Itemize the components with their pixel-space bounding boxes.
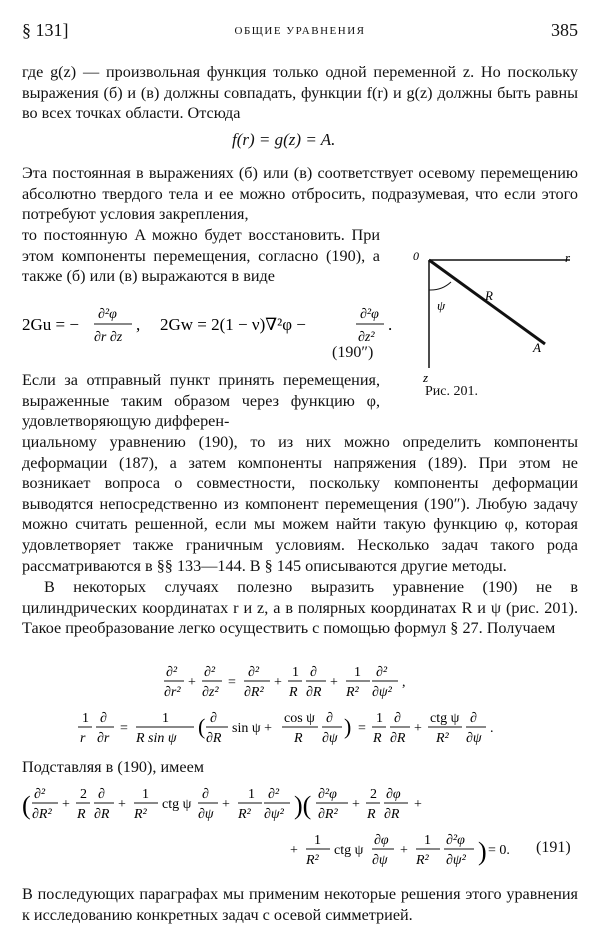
svg-text:∂ψ²: ∂ψ²: [446, 853, 466, 868]
svg-text:∂ψ: ∂ψ: [198, 807, 214, 822]
svg-text:R sin ψ: R sin ψ: [136, 731, 177, 746]
running-title: ОБЩИЕ УРАВНЕНИЯ: [234, 25, 366, 37]
svg-text:(: (: [198, 714, 206, 739]
eq191-number: (191): [536, 839, 571, 856]
svg-text:+: +: [274, 675, 282, 690]
svg-text:)(: )(: [294, 791, 312, 820]
svg-text:1: 1: [354, 665, 361, 680]
page-number: 385: [551, 20, 578, 40]
equation-f-g: f(r) = g(z) = A.: [232, 130, 336, 149]
svg-text:∂²φ: ∂²φ: [98, 307, 117, 322]
svg-text:∂²φ: ∂²φ: [360, 307, 379, 322]
svg-text:R²: R²: [306, 853, 319, 868]
section-ref: § 131]: [22, 20, 69, 40]
page-header: [22, 20, 578, 42]
svg-text:R: R: [77, 807, 86, 822]
angle-label: ψ: [437, 298, 446, 313]
svg-text:∂R: ∂R: [206, 731, 222, 746]
svg-text:cos ψ: cos ψ: [284, 711, 315, 726]
svg-text:∂ψ: ∂ψ: [466, 731, 482, 746]
svg-text:R²: R²: [238, 807, 251, 822]
equation-191: [22, 784, 578, 874]
svg-text:∂ψ²: ∂ψ²: [264, 807, 284, 822]
svg-text:1: 1: [82, 711, 89, 726]
svg-text:+: +: [188, 675, 196, 690]
svg-text:∂ψ: ∂ψ: [372, 853, 388, 868]
svg-text:∂z²: ∂z²: [358, 330, 375, 345]
svg-text:1: 1: [376, 711, 383, 726]
svg-text:∂²: ∂²: [204, 665, 216, 680]
z-axis-label: z: [423, 370, 429, 385]
svg-text:R²: R²: [346, 685, 359, 700]
svg-text:+: +: [414, 797, 422, 812]
svg-text:R: R: [294, 731, 303, 746]
svg-text:∂²φ: ∂²φ: [318, 787, 337, 802]
svg-text:∂: ∂: [326, 711, 333, 726]
point-label: A: [533, 340, 541, 355]
svg-text:1: 1: [292, 665, 299, 680]
svg-text:∂R: ∂R: [390, 731, 406, 746]
svg-text:∂ψ: ∂ψ: [322, 731, 338, 746]
equation-190-double-prime: [22, 300, 402, 350]
svg-text:∂: ∂: [202, 787, 209, 802]
svg-text:=: =: [358, 721, 366, 736]
svg-text:sin ψ +: sin ψ +: [232, 721, 272, 736]
svg-text:1: 1: [162, 711, 169, 726]
svg-text:∂: ∂: [310, 665, 317, 680]
svg-text:∂²: ∂²: [166, 665, 178, 680]
svg-text:,: ,: [136, 315, 141, 334]
svg-text:∂²φ: ∂²φ: [446, 833, 465, 848]
svg-text:∂r: ∂r: [97, 731, 110, 746]
svg-text:+: +: [352, 797, 360, 812]
svg-text:,: ,: [402, 675, 406, 690]
origin-label: 0: [413, 249, 419, 263]
svg-text:1: 1: [248, 787, 255, 802]
r-axis-label: r: [565, 250, 571, 265]
svg-text:∂²: ∂²: [268, 787, 280, 802]
svg-text:= 0.: = 0.: [488, 843, 510, 858]
svg-text:∂: ∂: [100, 711, 107, 726]
svg-text:∂z²: ∂z²: [202, 685, 219, 700]
paragraph-3: циальному уравнению (190), то из них можно определить компоненты деформации (187), а затем компоненты напряжения (189). При этом не возникает вопроса о совместности, поскольку компоненты деформации выводятся непосредственно из компонент перемещения (190″). Любую задачу можно считать решенной, если мы можем найти такую функцию φ, которая удовлетворяет также граничным условиям. Несколько задач такого рода рассматриваются в §§ 133—144. В § 145 описываются другие методы.: [22, 433, 578, 575]
svg-text:R²: R²: [416, 853, 429, 868]
paragraph-5: Подставляя в (190), имеем: [22, 758, 205, 776]
paragraph-1: где g(z) — произвольная функция только одной переменной z. Но поскольку выражения (б) и (в) должны совпадать, функции f(r) и g(z) должны быть равны во всех точках области. Отсюда: [22, 63, 578, 123]
svg-text:+: +: [62, 797, 70, 812]
svg-text:∂R²: ∂R²: [318, 807, 338, 822]
operator-transform-equations: [70, 662, 550, 746]
svg-text:∂R: ∂R: [384, 807, 400, 822]
figure-caption: Рис. 201.: [425, 384, 478, 399]
svg-text:(: (: [22, 791, 31, 820]
paragraph-2: Эта постоянная в выражениях (б) или (в) соответствует осевому перемещению абсолютно твердого тела и ее можно отбросить, подразумевая, что если этого потребуют условия закрепления,: [22, 164, 578, 224]
radius-label: R: [485, 288, 493, 303]
svg-text:ctg ψ: ctg ψ: [334, 843, 364, 858]
svg-text:1: 1: [314, 833, 321, 848]
figure-201: [405, 248, 585, 398]
paragraph-2-narrow: то постоянную A можно будет восстановить. При этом компоненты перемещения, согласно (190), а также (б) или (в) выражаются в виде: [22, 226, 380, 286]
svg-text:R²: R²: [436, 731, 449, 746]
svg-text:+: +: [414, 721, 422, 736]
svg-text:ctg ψ: ctg ψ: [162, 797, 192, 812]
svg-text:+: +: [222, 797, 230, 812]
svg-text:∂φ: ∂φ: [374, 833, 389, 848]
svg-text:R: R: [289, 685, 298, 700]
svg-text:ctg ψ: ctg ψ: [430, 711, 460, 726]
angle-arc: [429, 282, 451, 290]
eq190-left: 2Gu = −: [22, 315, 79, 334]
svg-text:R²: R²: [134, 807, 147, 822]
svg-text:∂: ∂: [98, 787, 105, 802]
svg-text:∂φ: ∂φ: [386, 787, 401, 802]
svg-text:.: .: [388, 315, 393, 334]
svg-text:=: =: [228, 675, 236, 690]
svg-text:): ): [478, 837, 487, 866]
svg-text:r: r: [80, 731, 86, 746]
svg-text:∂: ∂: [210, 711, 217, 726]
svg-text:∂R²: ∂R²: [32, 807, 52, 822]
eq190-mid: 2Gw = 2(1 − ν)∇²φ −: [160, 315, 306, 334]
svg-text:∂²: ∂²: [376, 665, 388, 680]
svg-text:+: +: [400, 843, 408, 858]
svg-text:∂²: ∂²: [248, 665, 260, 680]
svg-text:∂r ∂z: ∂r ∂z: [94, 330, 123, 345]
svg-text:=: =: [120, 721, 128, 736]
svg-text:∂R: ∂R: [306, 685, 322, 700]
svg-text:+: +: [330, 675, 338, 690]
svg-text:+: +: [290, 843, 298, 858]
svg-text:2: 2: [80, 787, 87, 802]
svg-text:.: .: [490, 721, 494, 736]
svg-text:1: 1: [142, 787, 149, 802]
svg-text:∂: ∂: [470, 711, 477, 726]
eq190-number: (190″): [332, 344, 374, 361]
svg-text:): ): [344, 714, 352, 739]
svg-text:∂R²: ∂R²: [244, 685, 264, 700]
paragraph-3-narrow: Если за отправный пункт принять перемещения, выраженные таким образом через функцию φ, удовлетворяющую дифферен-: [22, 371, 380, 431]
svg-text:∂R: ∂R: [94, 807, 110, 822]
svg-text:1: 1: [424, 833, 431, 848]
paragraph-4: В некоторых случаях полезно выразить уравнение (190) не в цилиндрических координатах r и z, а в полярных координатах R и ψ (рис. 201). Такое преобразование легко осуществить с помощью формул § 27. Получаем: [22, 578, 578, 638]
paragraph-6: В последующих параграфах мы применим некоторые решения этого уравнения к исследованию конкретных задач с осевой симметрией.: [22, 885, 578, 924]
svg-text:R: R: [367, 807, 376, 822]
svg-text:∂r²: ∂r²: [164, 685, 181, 700]
svg-text:2: 2: [370, 787, 377, 802]
svg-text:∂²: ∂²: [34, 787, 46, 802]
svg-text:∂ψ²: ∂ψ²: [372, 685, 392, 700]
svg-text:∂: ∂: [394, 711, 401, 726]
svg-text:R: R: [373, 731, 382, 746]
svg-text:+: +: [118, 797, 126, 812]
